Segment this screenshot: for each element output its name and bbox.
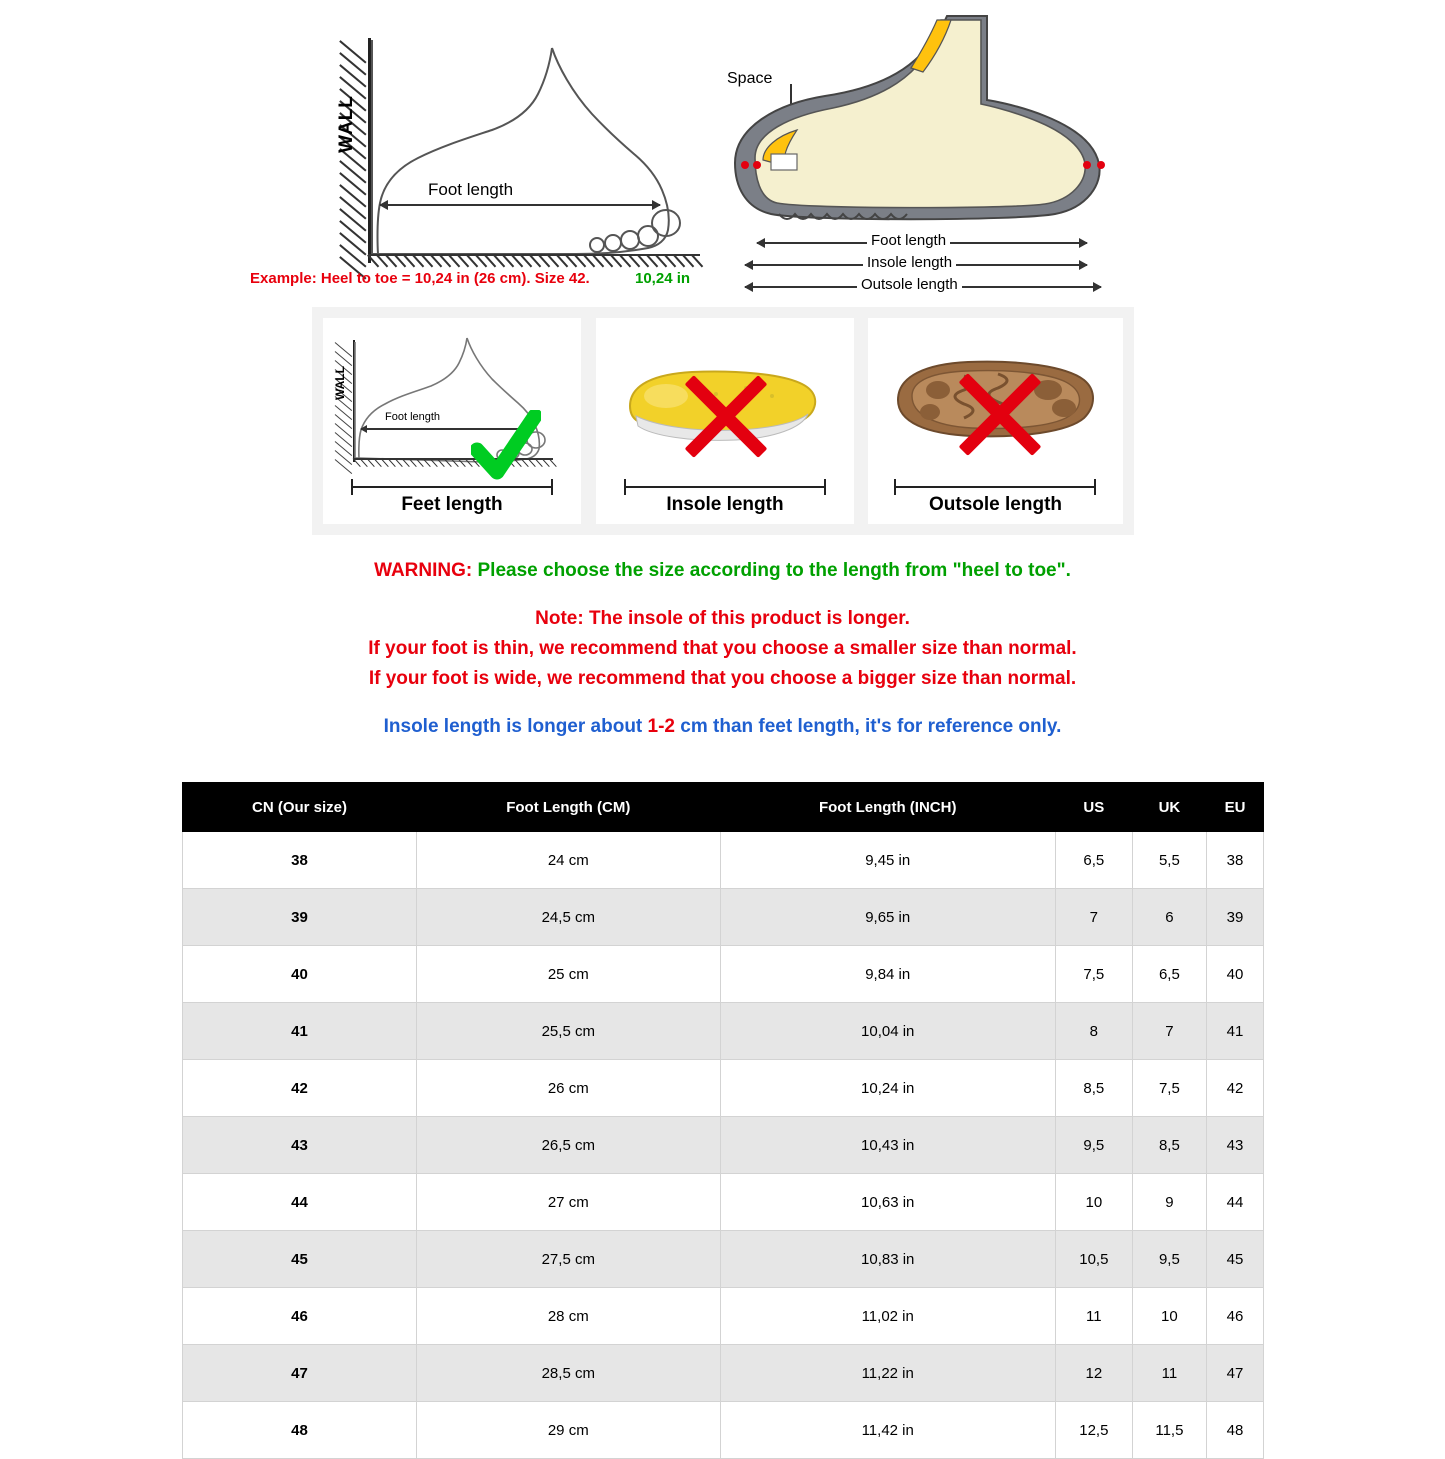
table-cell: 41 [1207,1003,1264,1060]
table-cell: 46 [1207,1288,1264,1345]
cross-mark-icon-2 [948,374,1052,448]
table-cell: 10,83 in [720,1231,1055,1288]
table-cell: 28,5 cm [417,1345,721,1402]
table-cell: 9,65 in [720,889,1055,946]
insole-length-caption: Insole length [666,494,784,515]
table-cell: 46 [183,1288,417,1345]
table-cell: 10,04 in [720,1003,1055,1060]
table-cell: 10 [1055,1174,1132,1231]
table-header-0: CN (Our size) [183,783,417,832]
table-cell: 7 [1132,1003,1206,1060]
table-cell: 38 [1207,832,1264,889]
table-cell: 8,5 [1055,1060,1132,1117]
table-cell: 44 [1207,1174,1264,1231]
example-text: Example: Heel to toe = 10,24 in (26 cm). Size 42. [250,270,590,287]
size-table-wrapper [182,782,1264,1459]
cross-mark-icon [674,376,778,450]
table-cell: 48 [183,1402,417,1459]
table-cell: 9,5 [1055,1117,1132,1174]
table-cell: 11 [1132,1345,1206,1402]
table-cell: 25,5 cm [417,1003,721,1060]
note-line-3: If your foot is wide, we recommend that you choose a bigger size than normal. [368,668,1077,689]
note-line-2: If your foot is thin, we recommend that you choose a smaller size than normal. [368,638,1077,659]
table-cell: 28 cm [417,1288,721,1345]
notes-section [0,560,1445,738]
table-row [183,889,1264,946]
table-cell: 6,5 [1055,832,1132,889]
table-cell: 45 [183,1231,417,1288]
diagram-row [0,0,1445,300]
ground-line [368,254,700,256]
table-header-1: Foot Length (CM) [417,783,721,832]
table-cell: 8 [1055,1003,1132,1060]
table-cell: 7 [1055,889,1132,946]
shoe-cutaway-diagram [715,8,1135,298]
wall-label: WALL [335,95,357,153]
table-row [183,1003,1264,1060]
space-label: Space [727,70,773,87]
table-cell: 26 cm [417,1060,721,1117]
table-cell: 45 [1207,1231,1264,1288]
reference-note-post: cm than feet length, it's for reference only. [675,716,1062,737]
table-cell: 24,5 cm [417,889,721,946]
table-body [183,832,1264,1459]
table-cell: 38 [183,832,417,889]
table-header-4: UK [1132,783,1206,832]
foot-length-label-small: Foot length [385,411,441,423]
outsole-length-dim-small [894,486,1096,488]
table-cell: 12,5 [1055,1402,1132,1459]
table-cell: 9 [1132,1174,1206,1231]
feet-length-dim [351,486,553,488]
table-cell: 39 [1207,889,1264,946]
foot-outline-small-icon [323,318,581,478]
outsole-length-dim-label: Outsole length [857,276,962,293]
feet-length-box [323,318,581,524]
feet-length-caption: Feet length [401,494,503,515]
size-table [182,782,1264,1459]
table-cell: 6,5 [1132,946,1206,1003]
foot-outline-icon [300,18,720,293]
table-cell: 29 cm [417,1402,721,1459]
insole-length-box [596,318,854,524]
table-cell: 44 [183,1174,417,1231]
table-cell: 11 [1055,1288,1132,1345]
foot-measurement-diagram [300,18,720,293]
table-cell: 47 [1207,1345,1264,1402]
table-row [183,1060,1264,1117]
table-cell: 10,24 in [720,1060,1055,1117]
table-cell: 48 [1207,1402,1264,1459]
table-cell: 10 [1132,1288,1206,1345]
table-cell: 5,5 [1132,832,1206,889]
table-cell: 27,5 cm [417,1231,721,1288]
table-cell: 11,5 [1132,1402,1206,1459]
outsole-length-caption: Outsole length [929,494,1062,515]
table-header-2: Foot Length (INCH) [720,783,1055,832]
table-header-3: US [1055,783,1132,832]
warning-word: WARNING: [374,560,473,581]
table-cell: 11,02 in [720,1288,1055,1345]
note-line-1: Note: The insole of this product is longer. [535,608,910,629]
table-row [183,1288,1264,1345]
insole-length-dim-label: Insole length [863,254,956,271]
table-cell: 9,5 [1132,1231,1206,1288]
table-cell: 7,5 [1132,1060,1206,1117]
table-row [183,1345,1264,1402]
example-value: 10,24 in [635,270,691,287]
foot-length-arrow [380,204,660,206]
table-row [183,1231,1264,1288]
table-cell: 26,5 cm [417,1117,721,1174]
table-row [183,832,1264,889]
table-cell: 40 [1207,946,1264,1003]
table-cell: 10,43 in [720,1117,1055,1174]
insole-length-dim-small [624,486,826,488]
table-cell: 11,22 in [720,1345,1055,1402]
table-cell: 9,84 in [720,946,1055,1003]
table-row [183,1174,1264,1231]
table-cell: 24 cm [417,832,721,889]
table-cell: 43 [183,1117,417,1174]
outsole-length-box [868,318,1123,524]
table-cell: 42 [1207,1060,1264,1117]
warning-line [0,560,1445,582]
foot-length-dim-label: Foot length [867,232,950,249]
table-cell: 11,42 in [720,1402,1055,1459]
comparison-boxes [312,307,1134,535]
table-cell: 27 cm [417,1174,721,1231]
table-header-5: EU [1207,783,1264,832]
warning-text: Please choose the size according to the length from "heel to toe". [477,560,1071,581]
table-row [183,946,1264,1003]
check-mark-icon [471,410,541,490]
table-cell: 10,63 in [720,1174,1055,1231]
table-cell: 9,45 in [720,832,1055,889]
table-cell: 25 cm [417,946,721,1003]
table-cell: 42 [183,1060,417,1117]
note-block [0,604,1445,694]
foot-length-label: Foot length [428,180,514,199]
table-cell: 6 [1132,889,1206,946]
table-cell: 47 [183,1345,417,1402]
table-cell: 40 [183,946,417,1003]
shoe-section-icon [715,8,1135,248]
table-row [183,1117,1264,1174]
reference-note [0,716,1445,738]
table-cell: 7,5 [1055,946,1132,1003]
table-header-row [183,783,1264,832]
table-row [183,1402,1264,1459]
table-cell: 12 [1055,1345,1132,1402]
table-cell: 43 [1207,1117,1264,1174]
table-cell: 10,5 [1055,1231,1132,1288]
wall-label-small: WALL [333,366,347,400]
table-cell: 8,5 [1132,1117,1206,1174]
table-cell: 39 [183,889,417,946]
reference-note-pre: Insole length is longer about [383,716,648,737]
table-cell: 41 [183,1003,417,1060]
reference-note-highlight: 1-2 [647,716,675,737]
